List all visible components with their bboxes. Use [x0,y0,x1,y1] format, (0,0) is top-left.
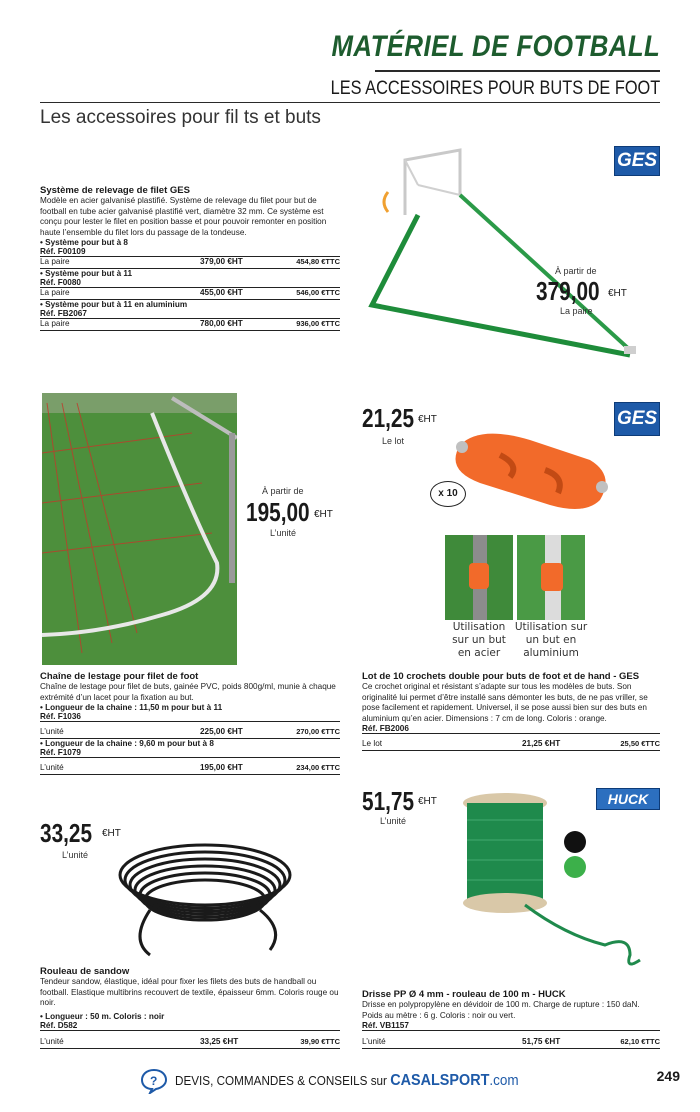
price-ttc: 62,10 €TTC [620,1037,660,1047]
title-rule [375,70,660,72]
product-description: Ce crochet original et résistant s’adapte sur tous les modèles de buts. Son originalité lui permet d’être installé sans démonter les buts, de ne pas vriller, se pose facilement et rapidement. Universel, il se pose aussi bien sur des buts en aluminium qu’en acier. Dimensions : 7 cm de long. Coloris : orange. [362,682,648,723]
footer-contact[interactable] [175,1072,519,1090]
footer-brand: CASALSPORT [390,1072,490,1089]
price-ttc: 546,00 €TTC [296,288,340,298]
product-title: Chaîne de lestage pour filet de foot [40,671,199,682]
product-description: Modèle en acier galvanisé plastifié. Système de relevage du filet pour but de football en tube acier galvanisé plastifié vert, diamètre 32 mm. Ce système est conçu pour lester le filet en position basse et pour pouvoir remonter en position haute l’ensemble du filet lors du passage de la tondeuse. [40,196,327,237]
brand-logo-ges: GES [614,146,660,176]
product-title: Lot de 10 crochets double pour buts de foot et de hand - GES [362,671,640,682]
drisse-block [362,989,660,1049]
chat-question-icon [140,1068,168,1094]
caption-steel: Utilisation sur un but en acier [452,621,506,659]
price-row [362,739,660,751]
variant-ref: Réf. F1036 [40,712,340,722]
chain-block [40,671,340,775]
price-ht: 780,00 €HT [200,319,243,329]
drisse-spool-photo [455,785,655,980]
price-ht: 455,00 €HT [200,288,243,298]
hook-usage-photos [445,535,585,620]
price-ht: 33,25 €HT [200,1036,239,1046]
unit-label: Le lot [362,739,383,749]
variant-option: • Système pour but à 8 [40,238,128,248]
price-from-label: À partir de [555,266,597,276]
price-suffix: €HT [608,288,627,299]
product-title: Rouleau de sandow [40,966,130,977]
price-suffix: €HT [314,509,333,520]
sandow-block [40,966,340,1049]
lifting-system-block [40,185,340,331]
caption-aluminium: Utilisation sur un but en aluminium [514,621,588,659]
price-suffix: €HT [418,414,437,425]
subtitle-rule [40,102,660,103]
unit-label: L’unité [40,1036,64,1046]
unit-label: L’unité [40,763,64,773]
quantity-badge: x 10 [430,481,466,507]
variant-ref: Réf. VB1157 [362,1021,660,1031]
price-row [40,727,340,739]
footer-domain: .com [489,1072,519,1089]
page-number: 249 [656,1068,680,1084]
price-row [40,1037,340,1049]
featured-price: 379,00 [536,276,600,306]
price-unit-label: La paire [560,306,593,316]
variant-option: • Longueur de la chaine : 9,60 m pour but à 8 [40,739,214,749]
unit-label: L’unité [40,727,64,737]
price-ttc: 270,00 €TTC [296,727,340,737]
price-row [40,319,340,331]
price-suffix: €HT [418,796,437,807]
product-title: Drisse PP Ø 4 mm - rouleau de 100 m - HUCK [362,989,566,1000]
svg-text:?: ? [150,1074,158,1088]
price-unit-label: L’unité [270,528,297,538]
price-row [40,257,340,269]
orange-hook-photo [440,415,620,520]
unit-label: La paire [40,319,70,329]
price-ttc: 936,00 €TTC [296,319,340,329]
price-ht: 21,25 €HT [522,739,561,749]
variant-ref: Réf. F0080 [40,278,340,288]
variant-ref: Réf. F00109 [40,247,340,257]
price-ttc: 234,00 €TTC [296,763,340,773]
section-heading: Les accessoires pour fil ts et buts [40,107,321,128]
price-unit-label: L’unité [380,816,407,826]
price-ttc: 39,90 €TTC [300,1036,340,1046]
variant-option: • Système pour but à 11 en aluminium [40,300,188,310]
brand-logo-ges: GES [614,402,660,436]
brand-logo-huck: HUCK [596,788,660,810]
product-description: Tendeur sandow, élastique, idéal pour fixer les filets des buts de handball ou football. Elastique multibrins recouvert de textile, épaisseur 6mm. Coloris rouge ou noir. [40,977,339,1008]
product-description: Chaîne de lestage pour filet de buts, gainée PVC, poids 800g/ml, munie à chaque extrémité d’un lacet pour la fixation au but. [40,682,336,702]
price-suffix: €HT [102,828,121,839]
featured-price: 51,75 [362,786,415,816]
price-ht: 379,00 €HT [200,257,243,267]
price-ttc: 25,50 €TTC [620,739,660,749]
price-row [362,1037,660,1049]
unit-label: La paire [40,288,70,298]
unit-label: La paire [40,257,70,267]
price-row [40,763,340,775]
variant-ref: Réf. FB2067 [40,309,340,319]
price-unit-label: Le lot [382,436,405,446]
variant-option: • Longueur de la chaine : 11,50 m pour but à 11 [40,703,223,713]
variant-ref: Réf. D582 [40,1021,340,1031]
page-subtitle: LES ACCESSOIRES POUR BUTS DE FOOT [330,78,660,99]
sandow-roll-photo [110,830,305,960]
price-ht: 195,00 €HT [200,763,243,773]
price-unit-label: L’unité [62,850,89,860]
page-title: MATÉRIEL DE FOOTBALL [331,30,660,63]
product-title: Système de relevage de filet GES [40,185,190,196]
featured-price: 195,00 [246,497,310,527]
chain-net-photo [42,393,237,665]
variant-ref: Réf. FB2006 [362,724,660,734]
hooks-block [362,671,660,751]
variant-ref: Réf. F1079 [40,748,340,758]
price-row [40,288,340,300]
featured-price: 33,25 [40,818,93,848]
product-description: Drisse en polypropylène en dévidoir de 100 m. Charge de rupture : 150 daN. Poids au mètre : 6 g. Coloris : noir ou vert. [362,1000,640,1020]
price-ttc: 454,80 €TTC [296,257,340,267]
unit-label: L’unité [362,1037,386,1047]
featured-price: 21,25 [362,403,415,433]
price-ht: 51,75 €HT [522,1037,561,1047]
variant-option: • Système pour but à 11 [40,269,133,279]
price-ht: 225,00 €HT [200,727,243,737]
variant-option: • Longueur : 50 m. Coloris : noir [40,1011,165,1021]
price-from-label: À partir de [262,486,304,496]
footer-text: DEVIS, COMMANDES & CONSEILS sur [175,1073,387,1088]
